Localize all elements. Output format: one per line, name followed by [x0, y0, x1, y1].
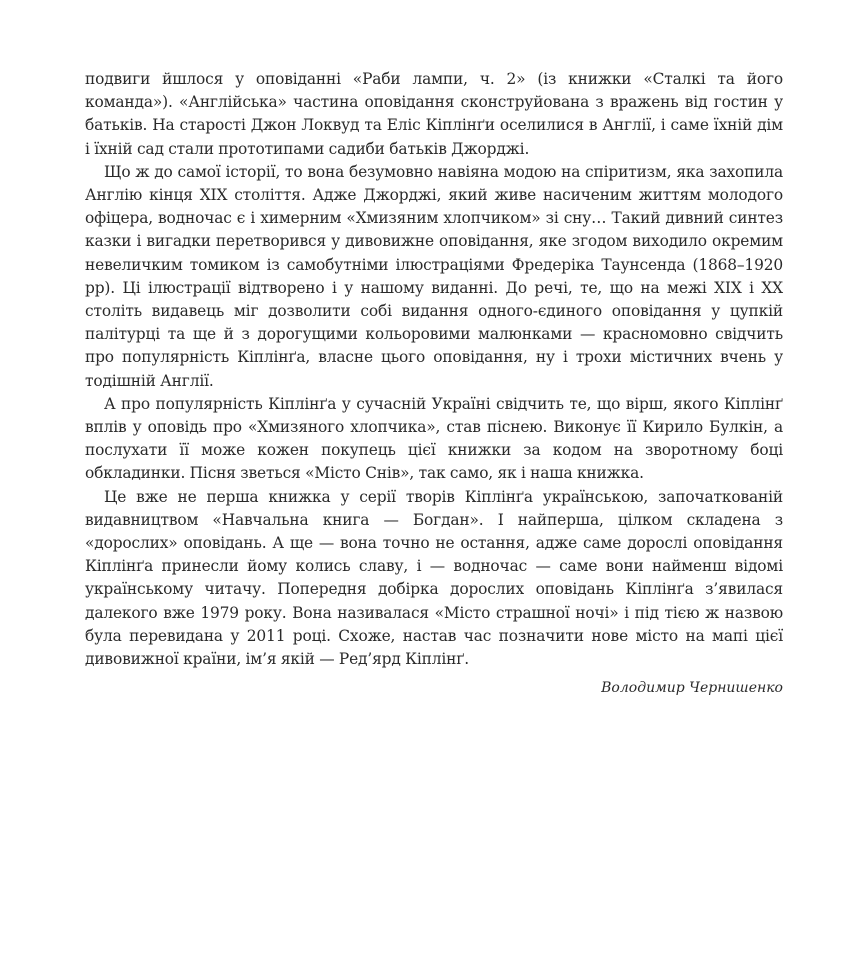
paragraph-4: Це вже не перша книжка у серії творів Кіплінґа українською, започаткованій видавництвом «Навчальна книга — Богдан». І найперша, цілком складена з «дорослих» оповідань. А ще — вона точно не остання, адже саме дорослі оповідання Кіплінґа принесли йому колись славу, і — водночас — саме вони найменш відомі українському читачу. Попередня добірка дорослих оповідань Кіплінґа з’явилася далекого вже 1979 року. Вона називалася «Місто страшної ночі» і під тією ж назвою була перевидана у 2011 році. Схоже, настав час позначити нове місто на мапі цієї дивовижної країни, ім’я якій — Ред’ярд Кіплінґ.: [85, 487, 783, 669]
paragraph-2: Що ж до самої історії, то вона безумовно навіяна модою на спіритизм, яка захопила Англію кінця XIX століття. Адже Джорджі, який живе насиченим життям молодого офіцера, водночас є і химерним «Хмизяним хлопчиком» зі сну… Такий дивний синтез казки і вигадки перетворився у дивовижне оповідання, яке згодом виходило окремим невеличким томиком із самобутніми ілюстраціями Фредеріка Таунсенда (1868–1920 рр). Ці ілюстрації відтворено і у нашому виданні. До речі, те, що на межі XIX і XX століть видавець міг дозволити собі видання одного-єдиного оповідання у цупкій палітурці та ще й з дорогущими кольоровими малюнками — красномовно свідчить про популярність Кіплінґа, власне цього оповідання, ну і трохи містичних вчень у тодішній Англії.: [85, 162, 783, 390]
document-page: [85, 68, 783, 699]
paragraph-1: подвиги йшлося у оповіданні «Раби лампи, ч. 2» (із книжки «Сталкі та його команда»). «Англійська» частина оповідання сконструйована з вражень від гостин у батьків. На старості Джон Локвуд та Еліс Кіплінґи оселилися в Англії, і саме їхній дім і їхній сад стали прототипами садиби батьків Джорджі.: [85, 70, 783, 158]
author-signature: Володимир Чернишенко: [601, 680, 783, 697]
paragraph-3: А про популярність Кіплінґа у сучасній Україні свідчить те, що вірш, якого Кіплінґ вплів у оповідь про «Хмизяного хлопчика», став піснею. Виконує її Кирило Булкін, а послухати її може кожен покупець цієї книжки за кодом на зворотному боці обкладинки. Пісня зветься «Місто Снів», так само, як і наша книжка.: [85, 394, 783, 483]
